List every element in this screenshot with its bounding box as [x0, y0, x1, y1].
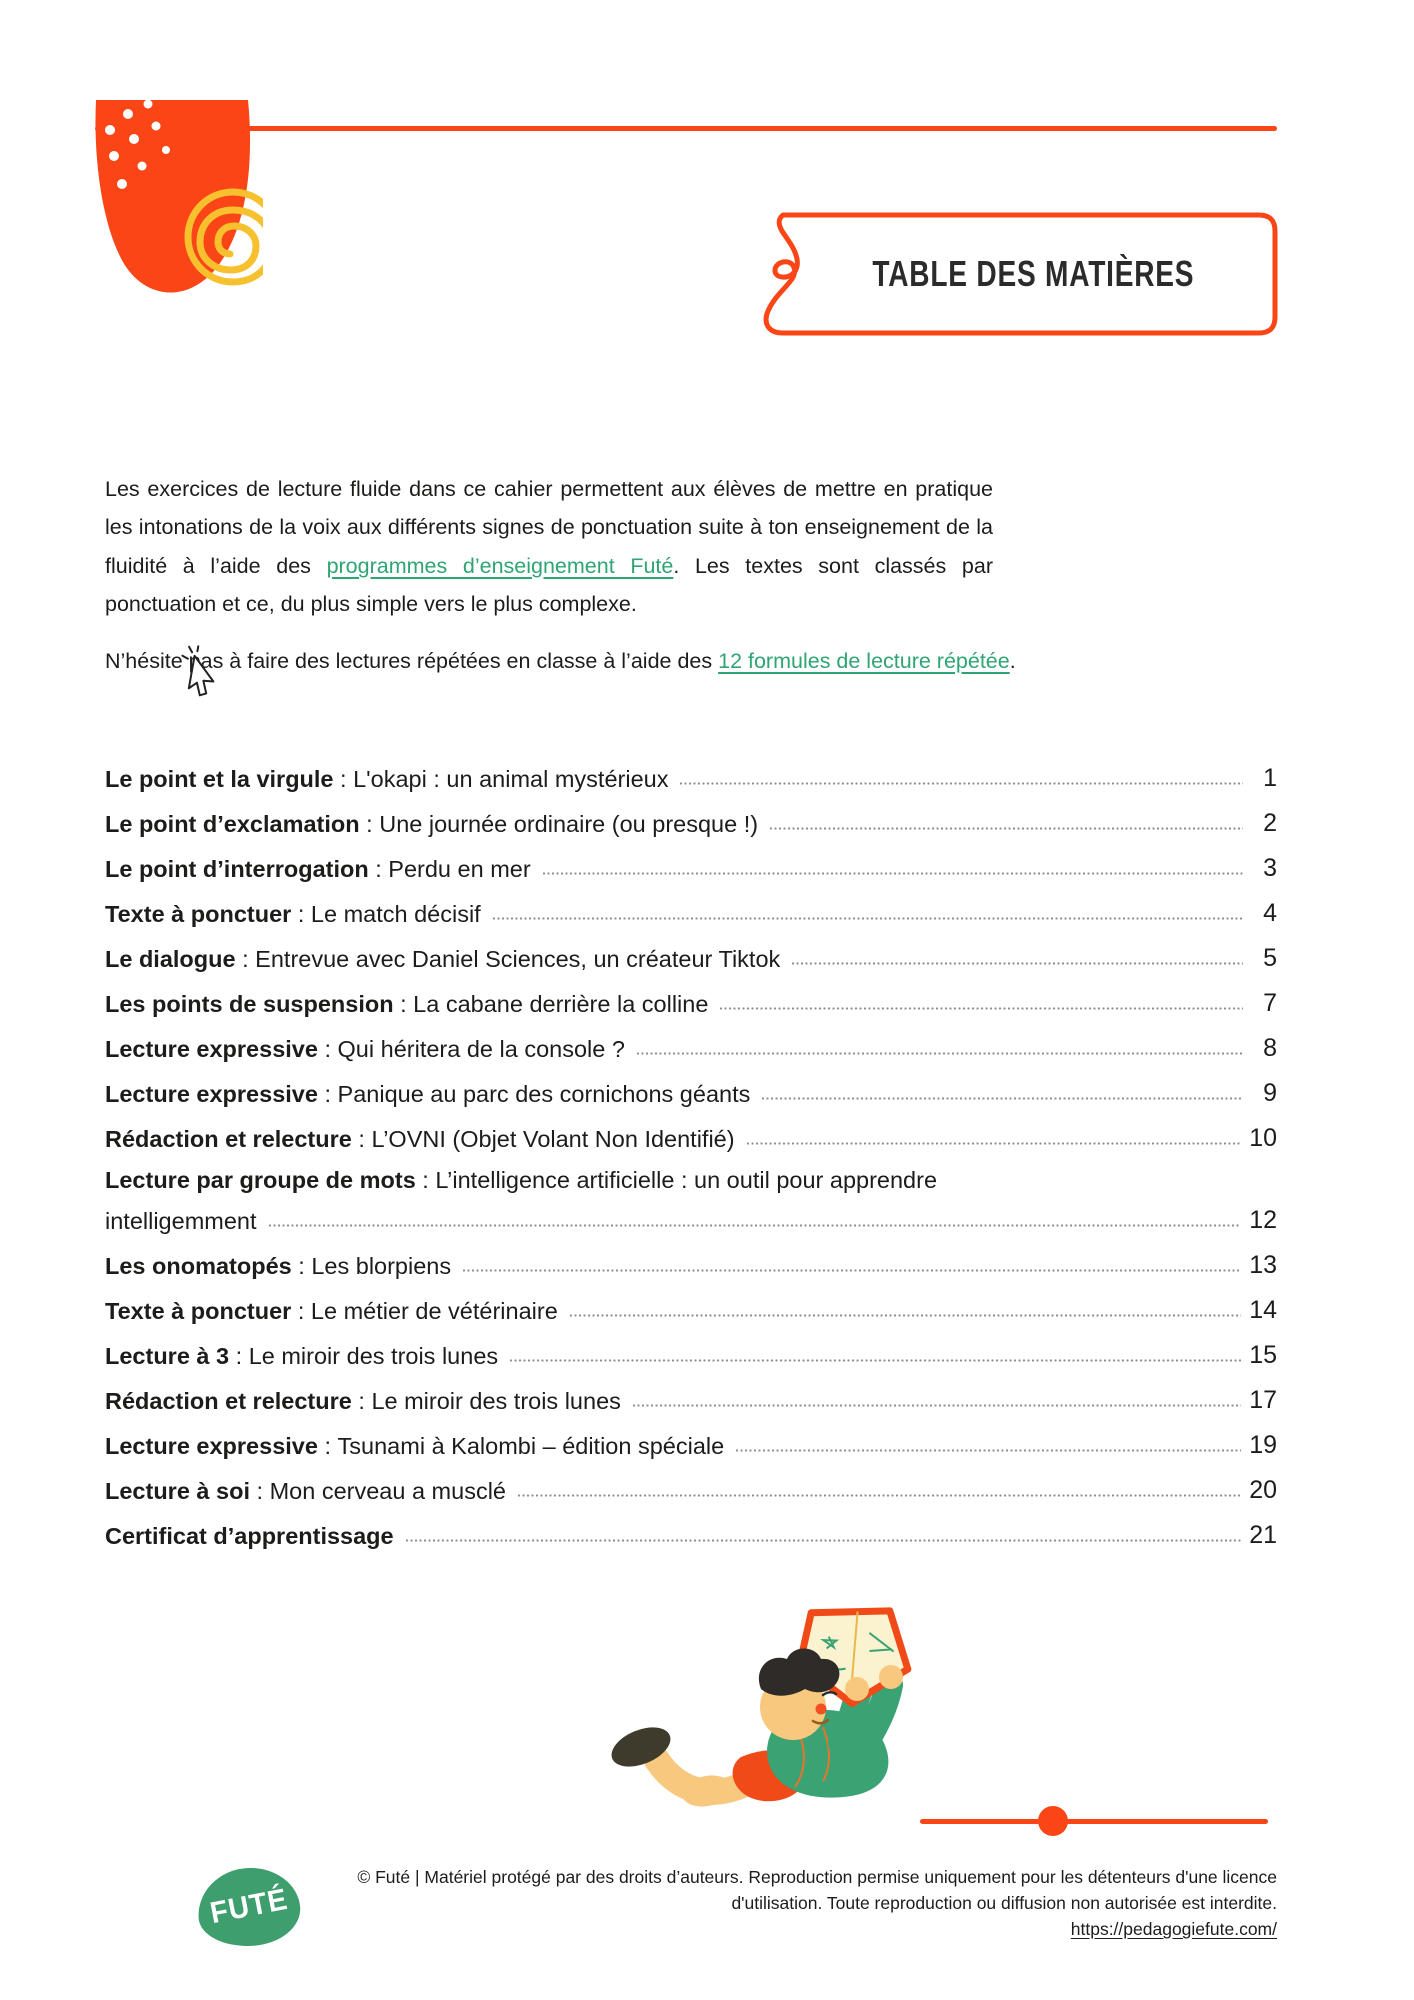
website-link[interactable]: https://pedagogiefute.com/	[1070, 1919, 1277, 1939]
toc-entry	[105, 1235, 1277, 1280]
cursor-icon	[178, 645, 226, 697]
page-number: 15	[1249, 1341, 1277, 1369]
toc-entry	[105, 1018, 1277, 1063]
toc-entry-label: Lecture à 3	[105, 1343, 230, 1369]
page-number: 3	[1263, 854, 1277, 882]
toc-entry-title: Le métier de vétérinaire	[310, 1298, 558, 1324]
toc-entry-title: L'okapi : un animal mystérieux	[353, 766, 669, 792]
dotted-leader	[792, 962, 1243, 965]
page-number: 10	[1249, 1124, 1277, 1152]
dotted-leader	[770, 827, 1243, 830]
toc-entry-title: Le miroir des trois lunes	[371, 1388, 621, 1414]
orange-blob-decoration	[88, 92, 263, 307]
toc-entry-title: Les blorpiens	[311, 1253, 452, 1279]
page-number: 7	[1263, 989, 1277, 1017]
toc-entry-label: Rédaction et relecture	[105, 1388, 352, 1414]
dotted-leader	[633, 1404, 1241, 1407]
toc-entry-separator: :	[291, 1298, 311, 1324]
intro-p1-text-after: . Les textes sont classés par ponctuation et ce, du plus simple vers le plus complexe.	[105, 553, 993, 616]
toc-entry-label: Lecture expressive	[105, 1036, 318, 1062]
page-number: 17	[1249, 1386, 1277, 1414]
toc-entry-title: L’intelligence artificielle : un outil pour apprendre	[435, 1167, 938, 1193]
link-12-formules[interactable]: 12 formules de lecture répétée	[718, 648, 1010, 673]
toc-entry	[105, 928, 1277, 973]
toc-entry	[105, 1370, 1277, 1415]
fute-logo	[195, 1865, 302, 1950]
toc-entry	[105, 1325, 1277, 1370]
toc-entry	[105, 1460, 1277, 1505]
toc-entry-label: Texte à ponctuer	[105, 901, 292, 927]
dotted-leader	[680, 782, 1243, 785]
toc-entry-label: Les onomatopés	[105, 1253, 292, 1279]
toc-entry-separator: :	[291, 901, 311, 927]
dotted-leader	[463, 1269, 1241, 1272]
toc-entry-separator: :	[415, 1167, 436, 1193]
dotted-leader	[570, 1314, 1241, 1317]
page-number: 2	[1263, 809, 1277, 837]
toc-entry-title: Mon cerveau a musclé	[269, 1478, 506, 1504]
intro-p2-text: N’hésite pas à faire des lectures répétées en classe à l’aide des	[105, 648, 719, 673]
toc-entry-title: Tsunami à Kalombi – édition spéciale	[337, 1433, 725, 1459]
toc-entry-label: Lecture expressive	[105, 1433, 318, 1459]
intro-paragraph-2	[105, 642, 1255, 681]
child-reading-illustration	[555, 1605, 920, 1820]
toc-entry-separator: :	[229, 1343, 249, 1369]
page-number: 12	[1249, 1206, 1277, 1234]
toc-entry-separator: :	[351, 1388, 372, 1414]
toc-entry-separator: :	[393, 991, 414, 1017]
toc-entry-title: Le miroir des trois lunes	[248, 1343, 499, 1369]
toc-entry-separator: :	[351, 1126, 372, 1152]
toc-entry-label: Le point d’exclamation	[105, 811, 360, 837]
page-title: TABLE DES MATIÈRES	[872, 253, 1195, 294]
footer-rule	[920, 1819, 1268, 1824]
page-number: 13	[1249, 1251, 1277, 1279]
page-number: 14	[1249, 1296, 1277, 1324]
dotted-leader	[518, 1494, 1241, 1497]
toc-entry	[105, 1063, 1277, 1108]
toc-entry-title: Qui héritera de la console ?	[337, 1036, 625, 1062]
copyright-line-1: © Futé | Matériel protégé par des droits d’auteurs. Reproduction permise uniquement pour les détenteurs d'une licence	[357, 1867, 1277, 1887]
toc-entry	[105, 1153, 1277, 1194]
top-rule	[95, 126, 1277, 131]
page-number: 4	[1263, 899, 1277, 927]
page-number: 19	[1249, 1431, 1277, 1459]
page-number: 20	[1249, 1476, 1277, 1504]
dotted-leader	[510, 1359, 1241, 1362]
toc-entry	[105, 883, 1277, 928]
page-number: 1	[1263, 764, 1277, 792]
dotted-leader	[493, 917, 1243, 920]
intro-p1-text: Les exercices de lecture fluide dans ce cahier permettent aux élèves de mettre en pratique les intonations de la voix aux différents signes de ponctuation suite à ton enseignement de la fluidité à l’aide des	[105, 476, 993, 578]
toc-entry-separator: :	[368, 856, 389, 882]
intro-p2-text-after: .	[1009, 648, 1016, 673]
footer-rule-dot	[1038, 1806, 1068, 1836]
toc-entry	[105, 1505, 1277, 1550]
copyright-line-2: d'utilisation. Toute reproduction ou diffusion non autorisée est interdite.	[731, 1893, 1277, 1913]
fute-logo-text: FUTÉ	[207, 1882, 291, 1931]
link-programmes-enseignement[interactable]: programmes d’enseignement Futé	[326, 553, 674, 578]
page-number: 21	[1249, 1521, 1277, 1549]
dotted-leader	[736, 1449, 1241, 1452]
orange-blob-shape	[95, 100, 250, 293]
toc-entry	[105, 748, 1277, 793]
toc-entry-separator: :	[317, 1036, 338, 1062]
toc-entry-label: Le point d’interrogation	[105, 856, 369, 882]
dotted-leader	[762, 1097, 1243, 1100]
toc-entry-separator: :	[249, 1478, 270, 1504]
page-number: 9	[1263, 1079, 1277, 1107]
dotted-leader	[720, 1007, 1243, 1010]
toc-entry	[105, 973, 1277, 1018]
dotted-leader	[637, 1052, 1243, 1055]
toc-entry-label: Lecture à soi	[105, 1478, 250, 1504]
toc-entry-title: Le match décisif	[310, 901, 481, 927]
toc-entry	[105, 1415, 1277, 1460]
toc-entry-title: L’OVNI (Objet Volant Non Identifié)	[371, 1126, 735, 1152]
toc-entry	[105, 793, 1277, 838]
page-number: 8	[1263, 1034, 1277, 1062]
toc-entry-separator: :	[235, 946, 256, 972]
toc-entry-separator: :	[291, 1253, 312, 1279]
toc-entry-label: Lecture expressive	[105, 1081, 318, 1107]
toc-entry-separator: :	[359, 811, 380, 837]
toc-entry-continuation	[105, 1194, 1277, 1235]
toc-entry-separator: :	[317, 1433, 338, 1459]
toc-entry-label: Certificat d’apprentissage	[105, 1523, 394, 1549]
dotted-leader	[543, 872, 1243, 875]
intro-paragraph-1	[105, 470, 993, 624]
toc-entry-label: Rédaction et relecture	[105, 1126, 352, 1152]
toc-entry-label: Texte à ponctuer	[105, 1298, 292, 1324]
toc-entry-label: Le dialogue	[105, 946, 236, 972]
toc-entry-title-line2: intelligemment	[105, 1208, 257, 1234]
toc-list	[105, 748, 1277, 1550]
toc-entry-separator: :	[317, 1081, 338, 1107]
toc-entry-title: Panique au parc des cornichons géants	[337, 1081, 751, 1107]
footer-copyright	[327, 1864, 1277, 1942]
dotted-leader	[406, 1539, 1242, 1542]
toc-entry	[105, 1280, 1277, 1325]
toc-entry	[105, 1108, 1277, 1153]
toc-entry-title: La cabane derrière la colline	[413, 991, 709, 1017]
toc-entry	[105, 838, 1277, 883]
toc-entry-separator: :	[333, 766, 354, 792]
toc-entry-label: Lecture par groupe de mots	[105, 1167, 416, 1193]
toc-entry-title: Perdu en mer	[388, 856, 531, 882]
toc-entry-title: Entrevue avec Daniel Sciences, un créateur Tiktok	[255, 946, 781, 972]
toc-entry-label: Le point et la virgule	[105, 766, 334, 792]
toc-entry-title: Une journée ordinaire (ou presque !)	[379, 811, 759, 837]
dotted-leader	[747, 1142, 1242, 1145]
dotted-leader	[269, 1224, 1242, 1227]
toc-entry-label: Les points de suspension	[105, 991, 394, 1017]
page-number: 5	[1263, 944, 1277, 972]
